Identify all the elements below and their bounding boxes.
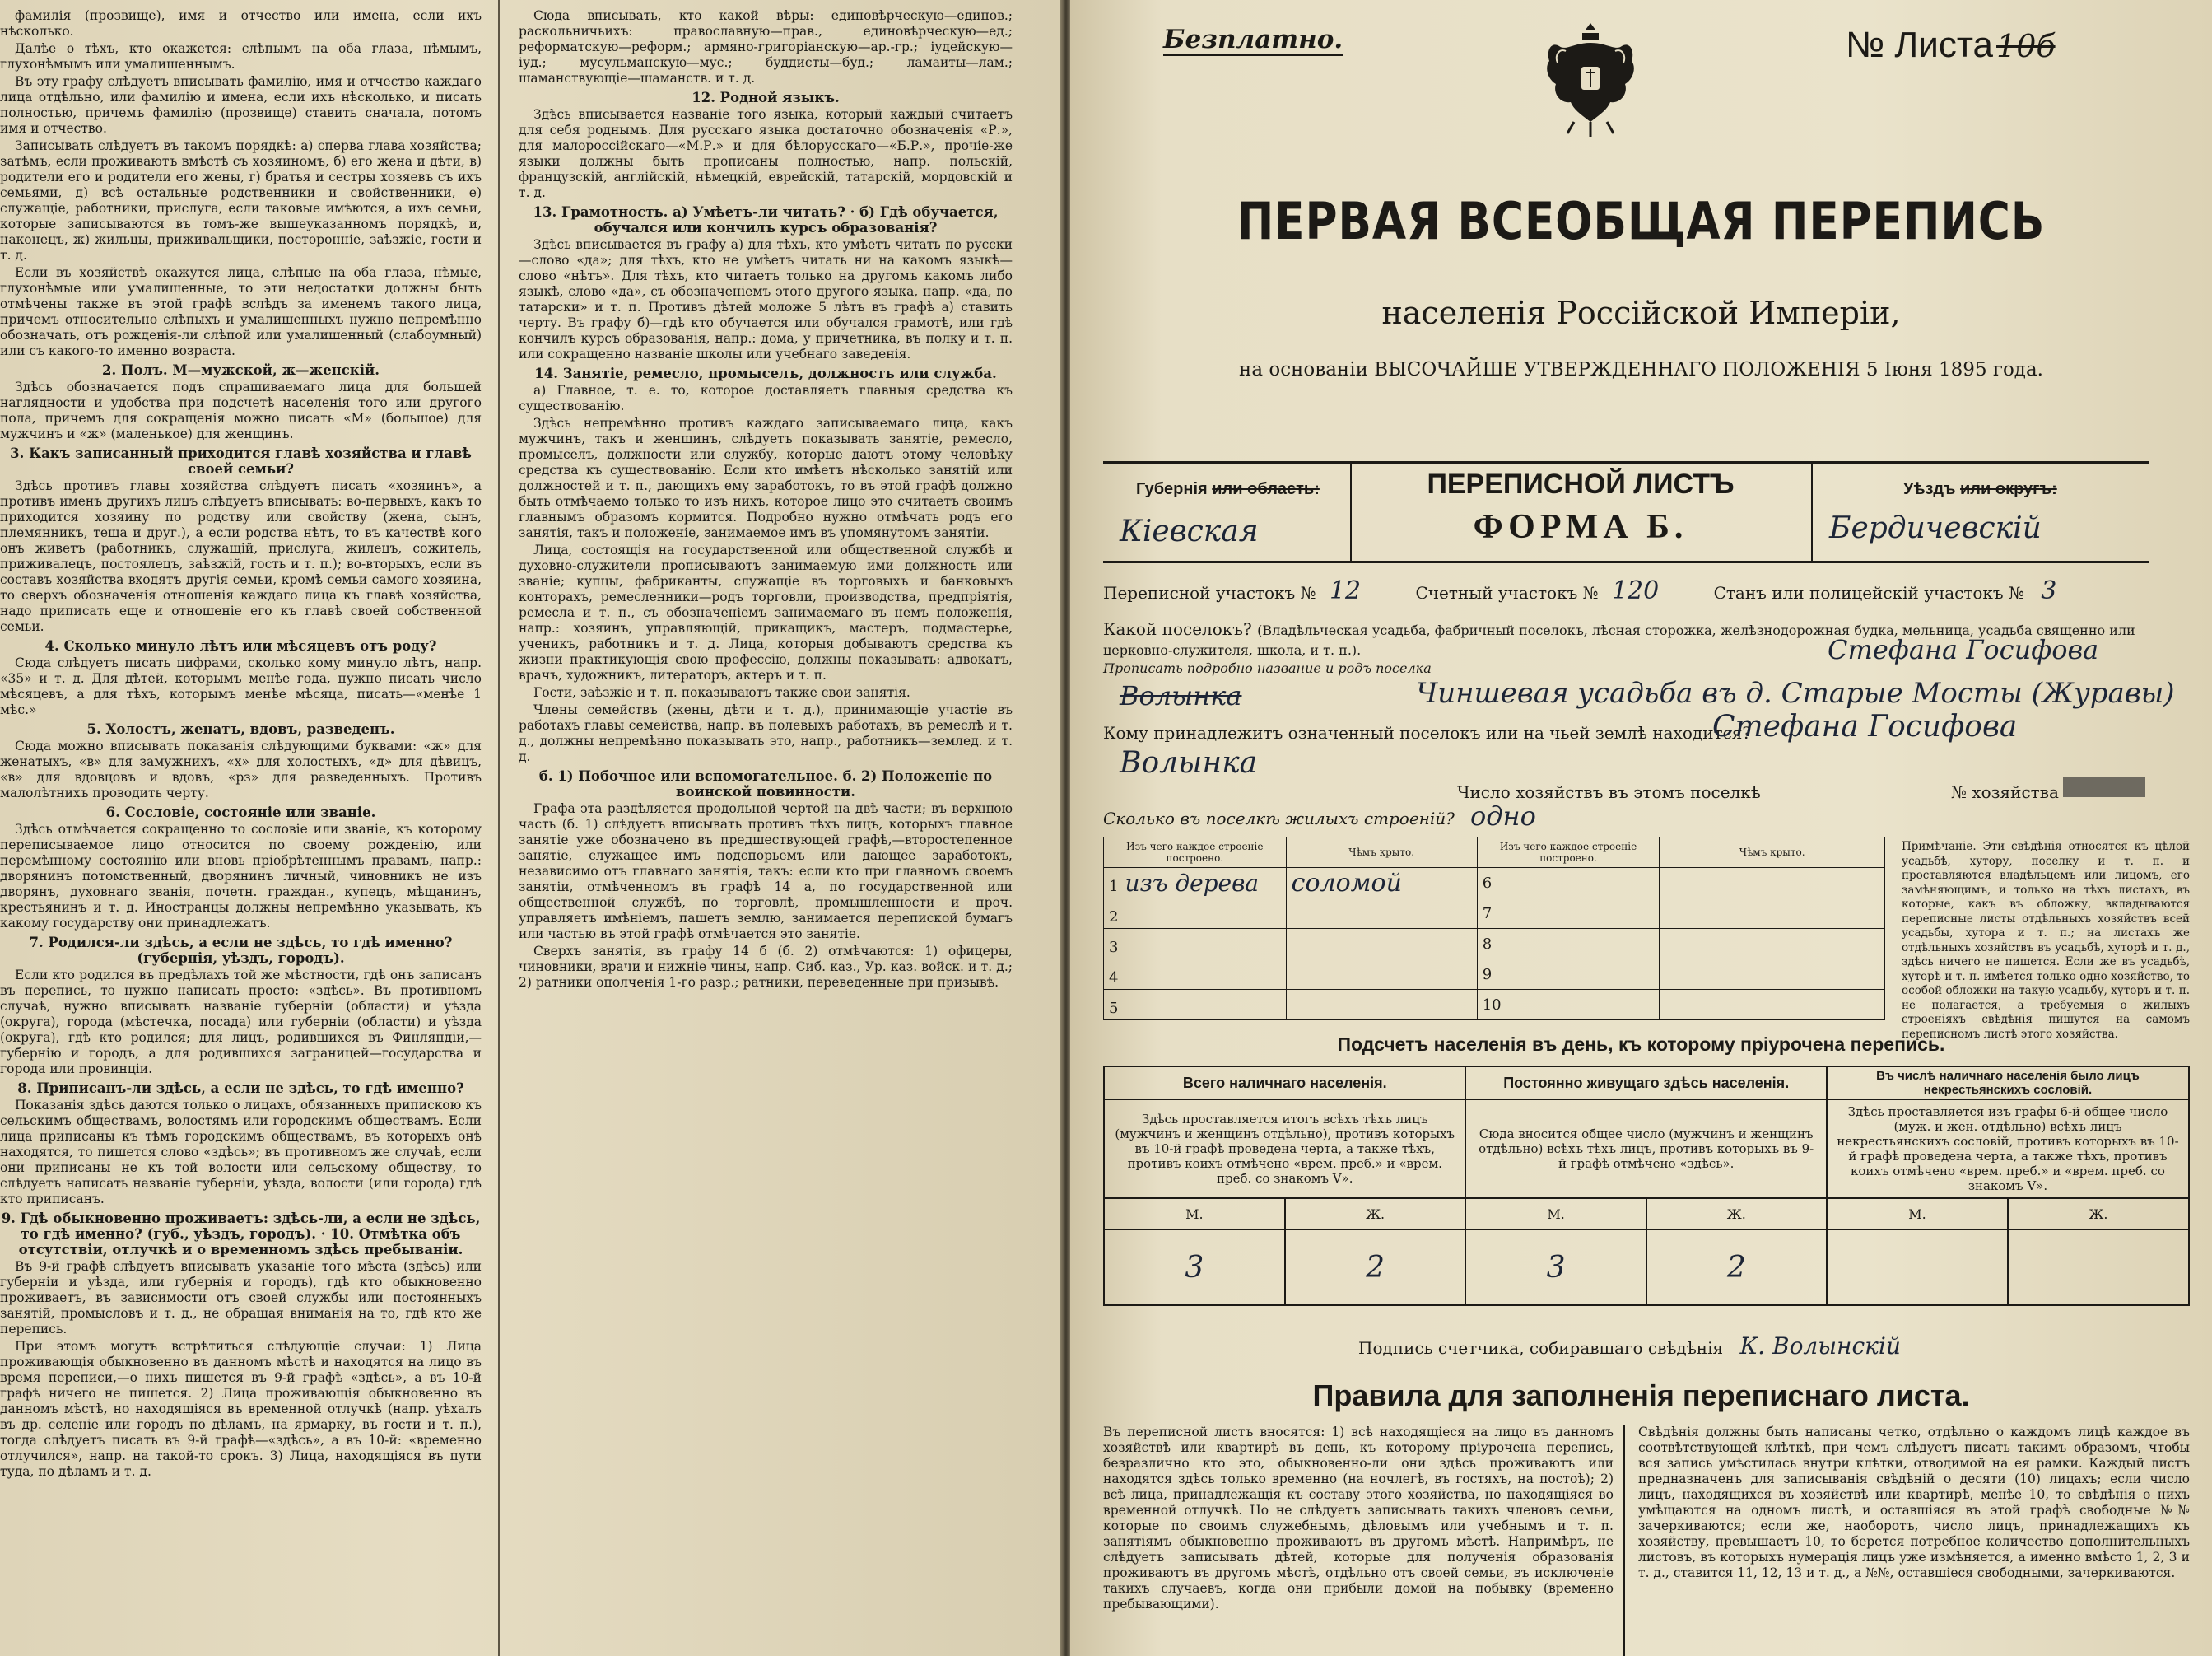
section-heading: 12. Родной языкъ. xyxy=(692,90,840,105)
building-material xyxy=(1477,868,1660,898)
instruction-paragraph: Здѣсь вписывается въ графу а) для тѣхъ, кто умѣетъ читать по русски—слово «да»; для тѣхъ, кто не умѣетъ читать ни на какомъ языкѣ—слово «нѣтъ». Для тѣхъ, кто читаетъ только на другомъ какомъ либо языкѣ, слово «да», съ обозначеніемъ этого другого языка, напр. «да, по татарски» и т. п. Противъ дѣтей моложе 5 лѣтъ въ графѣ а) ставить черту. Въ графу б)—гдѣ кто обучается или обучался грамотѣ, или гдѣ кончилъ курсъ образованія, напр.: дома, у причетника, въ полку и т. п. или сокращенно названіе школы или учебнаго заведенія. xyxy=(519,237,1013,362)
section-heading: 14. Занятіе, ремесло, промыселъ, должность или служба. xyxy=(534,366,997,381)
instruction-paragraph: Сюда слѣдуетъ писать цифрами, сколько кому минуло лѣтъ, напр. «35» и т. д. Для дѣтей, которымъ менѣе года, нужно писать число мѣсяцевъ, а для тѣхъ, которымъ менѣе мѣсяца, писать—«менѣе 1 мѣс.» xyxy=(0,655,482,717)
roof-value xyxy=(1286,990,1477,1020)
row-number: 1 xyxy=(1109,877,1119,895)
census-area-line: Переписной участокъ № 12 Счетный участокъ № 120 Станъ или полицейскій участокъ № 3 xyxy=(1103,576,2057,605)
instruction-paragraph: Здѣсь отмѣчается сокращенно то сословіе или званіе, къ которому переписываемое лицо относится по своему рожденію, или перемѣнному состоянію или вновь пріобрѣтеннымъ правамъ, напр.: дворянинъ потомственный, дворянинъ личный, чиновникъ не изъ дворянъ, духовнаго званія, почетн. граждан., купецъ, мѣщанинъ, крестьянинъ и т. д. Иностранцы должны непремѣнно указывать, къ какому государству они принадлежатъ. xyxy=(0,822,482,931)
buildings-line: Сколько въ поселкѣ жилыхъ строеній? xyxy=(1103,809,1455,828)
section-heading: 2. Полъ. М—мужской, ж—женскій. xyxy=(102,362,380,378)
roof-value xyxy=(1286,898,1477,929)
instruction-paragraph: Показанія здѣсь даются только о лицахъ, обязанныхъ припискою къ сельскимъ обществамъ, волостямъ или городскимъ обществамъ. Если лица приписаны къ тѣмъ городскимъ обществамъ, въ которыхъ онѣ находятся, то пишется слово «здѣсь»; въ противномъ же случаѣ, если они приписаны не къ той волости или сельскому обществу, то слѣдуетъ написать названіе губерніи, уѣзда, волости (или города) гдѣ кто приписанъ. xyxy=(0,1098,482,1206)
m-label: М. xyxy=(1465,1198,1646,1229)
gubernia-value: Кіевская xyxy=(1120,515,1259,548)
instruction-paragraph: Здѣсь обозначается подъ спрашиваемаго лица для большей наглядности и удобства при подсчетѣ населенія того или другого пола, причемъ для сокращенія можно писать «М» (большое) для мужчинъ и «ж» (маленькое) для женщинъ. xyxy=(0,380,482,441)
instruction-paragraph: Сюда вписывать, кто какой вѣры: единовѣрческую—единов.; раскольничьихъ: православную—прав., единовѣрческую—ед.; реформатскую—реформ.; армяно-григоріанскую—ар.-гр.; іудейскую—іуд.; мусульманскую—мус.; буддисты—буд.; ламаиты—лам.; шаманствующіе—шаманств. и т. д. xyxy=(519,8,1013,86)
instructions-column-1 xyxy=(0,8,482,1481)
form-title-cell xyxy=(1350,464,1811,561)
building-row xyxy=(1104,898,1885,929)
buildings-note: Примѣчаніе. Эти свѣдѣнія относятся къ цѣлой усадьбѣ, хутору, поселку и т. п. и проставляются владѣльцемъ или лицомъ, его замѣняющимъ, и только на тѣхъ листахъ, въ которые, какъ въ обложку, вкладываются переписные листы отдѣльныхъ хозяйствъ всей усадьбы, хутора и т. п.; на листахъ же отдѣльныхъ хозяйствъ въ усадьбѣ, хуторѣ и т. д., здѣсь ничего не пишется. Если же въ усадьбѣ, хуторѣ и т. п. имѣется только одно хозяйство, то особой обложки на такую усадьбу, хуторъ и т. п. не полагается, а требуемыя о жилыхъ строеніяхъ свѣдѣнія пишутся на самомъ переписномъ листѣ этого хозяйства. xyxy=(1902,840,2190,1041)
section-heading: б. 1) Побочное или вспомогательное. б. 2) Положеніе по воинской повинности. xyxy=(538,768,993,800)
col-made-of-left: Изъ чего каждое строеніе построено. xyxy=(1104,837,1287,868)
census-title: ПЕРВАЯ ВСЕОБЩАЯ ПЕРЕПИСЬ xyxy=(1236,191,2046,251)
rules-column-2: Свѣдѣнія должны быть написаны четко, отдѣльно о каждомъ лицѣ каждое въ соотвѣтствующей клѣткѣ, при чемъ слѣдуетъ писать такимъ образомъ, чтобы вся запись умѣстилась внутри клѣтки, отводимой на ея рамки. Каждый листъ предназначенъ для записыванія свѣдѣній о десяти (10) лицахъ; если число лицъ, находящихся въ хозяйствѣ или квартирѣ, менѣе 10, то свѣдѣнія о нихъ умѣщаются на одномъ листѣ, и оставшіяся въ этой графѣ свободные №№ зачеркиваются; если же, наоборотъ, число лицъ, принадлежащихъ къ хозяйству, превышаетъ 10, то берется потребное количество дополнительныхъ листовъ, въ которыхъ нумерація лицъ уже измѣняется, а именно вмѣсто 1, 2, 3 и т. д., ставится 11, 12, 13 и т. д., а №№, оставшіеся свободными, зачеркиваются. xyxy=(1638,1425,2190,1580)
col-permanent: Постоянно живущаго здѣсь населенія. xyxy=(1465,1066,1826,1099)
row-number: 9 xyxy=(1482,965,1493,983)
section-heading: 9. Гдѣ обыкновенно проживаетъ: здѣсь-ли, а если не здѣсь, то гдѣ именно? (губ., уѣздъ, городъ). · 10. Отмѣтка объ отсутствіи, отлучкѣ и о временномъ здѣсь пребываніи. xyxy=(1,1211,481,1257)
section-heading: 3. Какъ записанный приходится главѣ хозяйства и главѣ своей семьи? xyxy=(10,445,472,477)
sheet-number: № Листа 10б xyxy=(1846,25,2056,65)
building-material xyxy=(1104,898,1287,929)
buildings-table xyxy=(1103,837,1885,1020)
instruction-paragraph: Здѣсь противъ главы хозяйства слѣдуетъ писать «хозяинъ», а противъ именъ другихъ лицъ слѣдуетъ вписывать: во-первыхъ, какъ то приходится хозяину по родству или свойству (жена, сынъ, племянникъ, теща и друг.), а если родства нѣтъ, то въ качествѣ кого онъ живетъ (работникъ, служащій, прислуга, жилецъ, сожитель, приживалецъ, постоялецъ, заѣзжій, гость и т. п.); во-вторыхъ, если въ составъ хозяйства входятъ другія семьи, кромѣ семьи самого хозяина, то сверхъ обозначенія отношенія каждаго лица къ главѣ хозяйства, надо приписать еще и отношеніе его къ главѣ своей собственной семьи. xyxy=(0,478,482,634)
gubernia-cell xyxy=(1103,464,1352,561)
row-number: 4 xyxy=(1109,968,1119,987)
instruction-paragraph: Сверхъ занятія, въ графу 14 б (б. 2) отмѣчаются: 1) офицеры, чиновники, врачи и нижніе чины, напр. Сиб. каз., Ур. каз. войск. и т. д.; 2) ратники ополченія 1-го разр.; ратники, переведенные при призывѣ. xyxy=(519,944,1013,990)
owner-value-2: Волынка xyxy=(1120,746,1258,780)
owner-line: Кому принадлежитъ означенный поселокъ или на чьей землѣ находится? xyxy=(1103,723,1752,743)
col-made-of-right: Изъ чего каждое строеніе построено. xyxy=(1477,837,1660,868)
m-label: М. xyxy=(1827,1198,2008,1229)
row-number: 5 xyxy=(1109,999,1119,1017)
count-title: Подсчетъ населенія въ день, къ которому пріурочена перепись. xyxy=(1337,1033,1945,1055)
census-area-value: 12 xyxy=(1329,576,1362,605)
stan-value: 3 xyxy=(2041,576,2057,605)
instruction-paragraph: Далѣе о тѣхъ, кто окажется: слѣпымъ на оба глаза, нѣмымъ, глухонѣмымъ или умалишеннымъ. xyxy=(0,41,482,72)
non-peasant-female xyxy=(2008,1229,2189,1305)
roof-value xyxy=(1660,929,1885,959)
instruction-paragraph: Гости, заѣзжіе и т. п. показываютъ также свои занятія. xyxy=(533,685,910,700)
section-heading: 6. Сословіе, состояніе или званіе. xyxy=(105,805,376,820)
f-label: Ж. xyxy=(2008,1198,2189,1229)
legal-basis: на основаніи ВЫСОЧАЙШЕ УТВЕРЖДЕННАГО ПОЛОЖЕНІЯ 5 Іюня 1895 года. xyxy=(1239,359,2043,380)
instruction-paragraph: фамилія (прозвище), имя и отчество или имена, если ихъ нѣсколько. xyxy=(0,8,482,39)
instruction-paragraph: Здѣсь вписывается названіе того языка, который каждый считаетъ для себя роднымъ. Для русскаго языка достаточно обозначенія «Р.», для малороссійскаго—«М.Р.» и для бѣлорусскаго—«Б.Р.», прочіе-же языки должны быть прописаны полностью, напр. польскій, французскій, англійскій, нѣмецкій, еврейскій, татарскій, мордовскій и т. д. xyxy=(519,107,1013,200)
gubernia-label: Губернія или область: xyxy=(1136,480,1320,498)
instruction-paragraph: Графа эта раздѣляется продольной чертой на двѣ части; въ верхнюю часть (б. 1) слѣдуетъ вписывать противъ тѣхъ лицъ, которыхъ главное занятіе уже обозначено въ предшествующей графѣ,—второстепенное занятіе, служащее имъ подспорьемъ или дающее заработокъ, независимо отъ главнаго занятія, такъ: если кто при главномъ своемъ занятіи, отмѣченномъ въ графѣ 14 а, по государственной или общественной службѣ, по торговлѣ, промышленности и проч. управляетъ имѣніемъ, пашетъ землю, занимается перепиской бумагъ или частью въ этой графѣ отмѣчается это занятіе. xyxy=(519,801,1013,941)
row-number: 6 xyxy=(1482,874,1493,892)
count-area-value: 120 xyxy=(1611,576,1660,605)
building-material xyxy=(1477,990,1660,1020)
rules-column-1: Въ переписной листъ вносятся: 1) всѣ находящіеся на лицо въ данномъ хозяйствѣ или квартирѣ въ день, къ которому пріурочена перепись, безразлично кто это, обыкновенно-ли они здѣсь проживаютъ или находятся здѣсь только временно (на ночлегѣ, въ гостяхъ, на постоѣ); 2) всѣ лица, принадлежащія къ составу этого хозяйства, но находящіяся во временной отлучкѣ. Но не слѣдуетъ записывать такихъ членовъ семьи, которые по своимъ служебнымъ, дѣловымъ или учебнымъ и т. п. занятіямъ обыкновенно проживаютъ въ другомъ мѣстѣ. Напримѣръ, не слѣдуетъ записывать дѣтей, которые для полученія образованія проживаютъ въ другомъ мѣстѣ, отдѣльно отъ своей семьи, въ исключеніе такихъ случаевъ, когда они прибыли домой на побывку (временно пребывающими). xyxy=(1103,1425,1614,1612)
form-name: ФОРМА Б. xyxy=(1473,508,1688,546)
building-material xyxy=(1104,959,1287,990)
census-form-page xyxy=(1070,0,2212,1656)
col-total-present: Всего наличнаго населенія. xyxy=(1104,1066,1465,1099)
population-count-table xyxy=(1103,1066,2190,1306)
household-number-redaction xyxy=(2063,777,2145,797)
non-peasant-male xyxy=(1827,1229,2008,1305)
f-label: Ж. xyxy=(1646,1198,1827,1229)
building-material xyxy=(1477,898,1660,929)
settlement-value: Чиншевая усадьба въ д. Старые Мосты (Журавы) xyxy=(1416,677,2175,710)
section-heading: 13. Грамотность. а) Умѣетъ-ли читать? · б) Гдѣ обучается, обучался или кончилъ курсъ образованія? xyxy=(533,204,999,236)
owner-value: Стефана Госифова xyxy=(1712,710,2018,744)
uezd-label: Уѣздъ или округъ: xyxy=(1903,480,2057,498)
row-number: 3 xyxy=(1109,938,1119,956)
form-title: ПЕРЕПИСНОЙ ЛИСТЪ xyxy=(1427,469,1735,500)
census-subtitle: населенія Россійской Имперіи, xyxy=(1381,295,1901,331)
permanent-female: 2 xyxy=(1646,1229,1827,1305)
free-of-charge-label: Безплатно. xyxy=(1163,25,1343,54)
uezd-value: Бердичевскій xyxy=(1829,511,2042,545)
row-number: 2 xyxy=(1109,907,1119,926)
settlement-value-top: Стефана Госифова xyxy=(1828,634,2099,665)
building-row xyxy=(1104,990,1885,1020)
enumerator-signature-line: Подпись счетчика, собиравшаго свѣдѣнія К. Волынскій xyxy=(1358,1332,1901,1360)
roof-value xyxy=(1660,990,1885,1020)
instruction-paragraph: При этомъ могутъ встрѣтиться слѣдующіе случаи: 1) Лица проживающія обыкновенно въ данномъ мѣстѣ и находятся на лицо въ время переписи,—о нихъ пишется въ 9-й графѣ «здѣсь», а въ 10-й графѣ ничего не пишется. 2) Лица проживающія обыкновенно въ данномъ мѣстѣ, но находящіяся въ временной отлучкѣ (напр. уѣхалъ въ др. селеніе или городъ по дѣламъ, на ярмарку, въ гости и т. п.), тогда слѣдуетъ писать въ 9-й графѣ—«здѣсь», а въ 10-й: «временно отлучился», напр. на такой-то срокъ. 3) Лица, находящіяся въ пути туда, по дѣламъ и т. д. xyxy=(0,1339,482,1479)
left-page xyxy=(0,0,1062,1656)
building-row xyxy=(1104,868,1885,898)
desc-total-present: Здѣсь проставляется итогъ всѣхъ тѣхъ лицъ (мужчинъ и женщинъ отдѣльно), противъ которыхъ въ 10-й графѣ проведена черта, а также тѣхъ, противъ коихъ отмѣчено «врем. преб.» и «врем. преб. со знакомъ V». xyxy=(1104,1099,1465,1198)
section-heading: 8. Приписанъ-ли здѣсь, а если не здѣсь, то гдѣ именно? xyxy=(17,1080,464,1096)
column-divider xyxy=(498,0,500,1656)
col-non-peasant: Въ числѣ наличнаго населенія было лицъ некрестьянскихъ сословій. xyxy=(1827,1066,2189,1099)
settlement-value-struck: Волынка xyxy=(1120,680,1242,711)
desc-non-peasant: Здѣсь проставляется изъ графы 6-й общее число (муж. и жен. отдѣльно) всѣхъ лицъ некрестьянскихъ сословій, противъ которыхъ въ 10-й графѣ проведена черта, а также тѣхъ, противъ коихъ отмѣчено «врем. преб.» и «врем. преб. со знакомъ V». xyxy=(1827,1099,2189,1198)
double-headed-eagle-emblem xyxy=(1541,18,1640,142)
instruction-paragraph: Въ эту графу слѣдуетъ вписывать фамилію, имя и отчество каждаго лица отдѣльно, или фамилію и имена, если ихъ нѣсколько, и писать полностью, причемъ фамилію (прозвище) ставить сначала, потомъ имя и отчество. xyxy=(0,74,482,136)
building-material xyxy=(1477,929,1660,959)
rules-title: Правила для заполненія переписнаго листа. xyxy=(1312,1378,1970,1412)
total-present-female: 2 xyxy=(1285,1229,1466,1305)
uezd-cell xyxy=(1811,464,2150,561)
building-row xyxy=(1104,929,1885,959)
instruction-paragraph: Если въ хозяйствѣ окажутся лица, слѣпые на оба глаза, нѣмые, глухонѣмые или умалишенные, то эти недостатки должны быть отмѣчены также въ этой графѣ вслѣдъ за именемъ такого лица, причемъ относительно слѣпыхъ и умалишенныхъ нужно непремѣнно обозначать, отъ рожденія-ли слѣпой или умалишенный (слабоумный) или съ какого-то именно возраста. xyxy=(0,265,482,358)
roof-value: соломой xyxy=(1286,868,1477,898)
desc-permanent: Сюда вносится общее число (мужчинъ и женщинъ отдѣльно) всѣхъ тѣхъ лицъ, противъ которыхъ въ 9-й графѣ отмѣчено «здѣсь». xyxy=(1465,1099,1826,1198)
enumerator-signature: К. Волынскій xyxy=(1739,1332,1901,1360)
row-number: 10 xyxy=(1482,996,1502,1014)
form-header-box xyxy=(1103,461,2149,563)
households-line: Число хозяйствъ въ этомъ поселкѣ xyxy=(1457,782,1761,802)
f-label: Ж. xyxy=(1285,1198,1466,1229)
buildings-table-body xyxy=(1104,868,1885,1020)
household-number-line: № хозяйства xyxy=(1951,782,2059,802)
permanent-male: 3 xyxy=(1465,1229,1646,1305)
roof-value xyxy=(1286,929,1477,959)
instruction-paragraph: Сюда можно вписывать показанія слѣдующими буквами: «ж» для женатыхъ, «в» для замужнихъ, «х» для холостыхъ, «д» для дѣвицъ, «в» для вдовцовъ и вдовъ, «рз» для разведенныхъ. Противъ малолѣтнихъ проводить черту. xyxy=(0,739,482,800)
instructions-column-2 xyxy=(519,8,1013,992)
instruction-paragraph: а) Главное, т. е. то, которое доставляетъ главныя средства къ существованію. xyxy=(519,383,1013,413)
roof-value xyxy=(1660,898,1885,929)
total-present-male: 3 xyxy=(1104,1229,1285,1305)
material-value: изъ дерева xyxy=(1125,869,1260,897)
instruction-paragraph: Если кто родился въ предѣлахъ той же мѣстности, гдѣ онъ записанъ въ перепись, то нужно написать просто: «здѣсь». Въ противномъ случаѣ, нужно вписывать названіе губерніи (области) и уѣзда (округа), города (мѣстечка, посада) или губерніи (области) и уѣзда (округа), гдѣ кто родился; для лицъ, родившихся въ Финляндіи,—губернію и городъ, а для родившихся заграницей—государства и города или провинціи. xyxy=(0,968,482,1076)
instruction-paragraph: Лица, состоящія на государственной или общественной службѣ и духовно-служители прописываютъ занимаемую ими должность или званіе; купцы, фабриканты, служащіе въ торговыхъ и банковыхъ конторахъ, ремесленники—родъ торговли, производства, предпріятія, ремесла и т. п., съ обозначеніемъ занимаемаго въ немъ положенія, напр.: хозяинъ, управляющій, прикащикъ, мастеръ, подмастерье, ученикъ, работникъ и т. д. Лица, которыя добываютъ средства къ жизни практикующія свою профессію, должны показывать: адвокатъ, врачъ, художникъ, литераторъ, актеръ и т. п. xyxy=(519,543,1013,683)
section-heading: 7. Родился-ли здѣсь, а если не здѣсь, то гдѣ именно? (губернія, уѣздъ, городъ). xyxy=(29,935,453,966)
col-roof-right: Чѣмъ крыто. xyxy=(1660,837,1885,868)
roof-value xyxy=(1660,959,1885,990)
section-heading: 4. Сколько минуло лѣтъ или мѣсяцевъ отъ роду? xyxy=(44,638,437,654)
col-roof-left: Чѣмъ крыто. xyxy=(1286,837,1477,868)
settlement-hint2: Прописать подробно название и родъ поселка xyxy=(1103,660,1432,676)
building-material xyxy=(1104,868,1287,898)
settlement-line: Какой поселокъ? (Владѣльческая усадьба, фабричный поселокъ, лѣсная сторожка, желѣзнодорожная будка, мельница, усадьба священно или церковно-служителя, школа, и т. п.). xyxy=(1103,619,2135,658)
roof-value xyxy=(1660,868,1885,898)
buildings-value: одно xyxy=(1470,800,1536,832)
instruction-paragraph: Члены семействъ (жены, дѣти и т. д.), принимающіе участіе въ работахъ главы семейства, напр. въ полевыхъ работахъ, въ ремеслѣ и т. д., должны непремѣнно показывать это, напр., работникъ—землед. и т. д. xyxy=(519,702,1013,764)
building-material xyxy=(1104,990,1287,1020)
instruction-paragraph: Записывать слѣдуетъ въ такомъ порядкѣ: а) сперва глава хозяйства; затѣмъ, если проживаютъ вмѣстѣ съ хозяиномъ, б) его жена и дѣти, в) родители его и родители его жены, г) братья и сестры хозяевъ съ ихъ семьями, д) всѣ остальные родственники и свойственники, е) служащіе, работники, прислуга, если таковые имѣются, а ихъ семьи, которые записываются въ томъ-же вышеуказанномъ порядкѣ, и, наконецъ, ж) жильцы, приживальщики, посторонніе, заѣзжіе, гости и т. д. xyxy=(0,138,482,263)
m-label: М. xyxy=(1104,1198,1285,1229)
roof-value xyxy=(1286,959,1477,990)
rules-divider xyxy=(1623,1425,1625,1656)
instruction-paragraph: Здѣсь непремѣнно противъ каждаго записываемаго лица, какъ мужчинъ, такъ и женщинъ, слѣдуетъ показывать занятіе, ремесло, промыселъ, должности или службу, которые даютъ этому человѣку средства къ существованію. Если кто имѣетъ нѣсколько занятій или должностей и т. п., дающихъ ему заработокъ, то въ этой графѣ должно быть отмѣчаемо только то изъ нихъ, которое лицо это считаетъ своимъ главнымъ образомъ кормится. Подробно нужно отмѣчать родъ его занятія, такъ и положеніе, занимаемое имъ въ упомянутомъ занятіи. xyxy=(519,416,1013,540)
row-number: 8 xyxy=(1482,935,1493,953)
section-heading: 5. Холостъ, женатъ, вдовъ, разведенъ. xyxy=(86,721,395,737)
instruction-paragraph: Въ 9-й графѣ слѣдуетъ вписывать указаніе того мѣста (здѣсь) или губерніи и уѣзда, или губернія и городъ), гдѣ кто обыкновенно проживаетъ, въ зависимости отъ своей службы или постоянныхъ занятій, промысловъ и т. д., не обращая вниманія на то, гдѣ кто же перепись. xyxy=(0,1259,482,1336)
building-material xyxy=(1477,959,1660,990)
building-row xyxy=(1104,959,1885,990)
row-number: 7 xyxy=(1482,904,1493,922)
building-material xyxy=(1104,929,1287,959)
